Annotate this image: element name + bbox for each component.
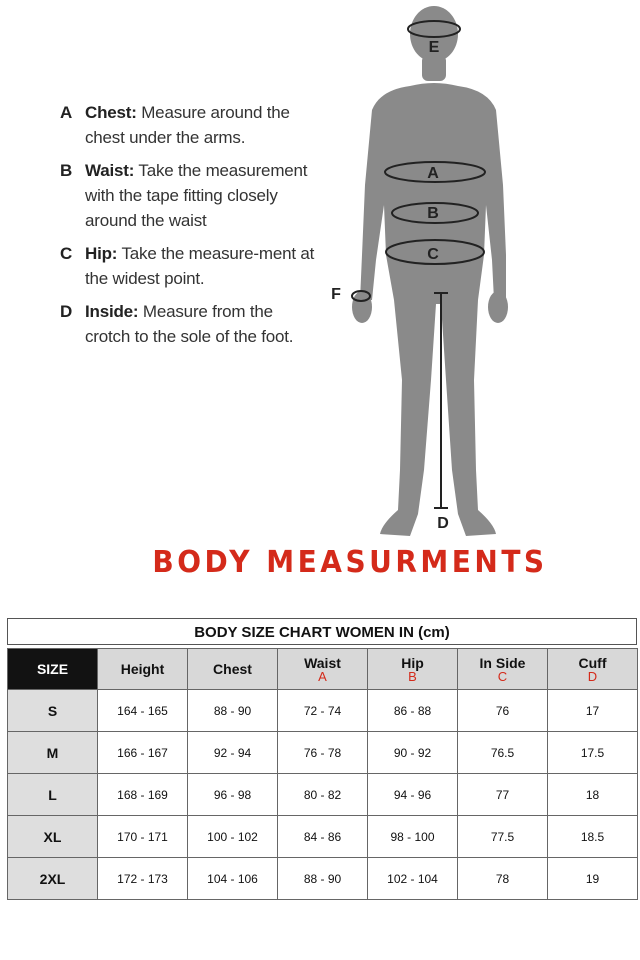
header-inside xyxy=(458,649,548,690)
header-label: Cuff xyxy=(578,654,607,671)
instruction-chest xyxy=(60,100,320,150)
table-cell: 164 - 165 xyxy=(98,690,188,732)
instruction-term: Hip: xyxy=(85,244,118,263)
header-waist xyxy=(278,649,368,690)
table-row xyxy=(8,690,638,732)
label-d: D xyxy=(437,515,449,532)
table-cell: 19 xyxy=(548,858,638,900)
size-chart xyxy=(7,618,637,900)
header-cuff xyxy=(548,649,638,690)
instruction-text: Measure from the crotch to the sole of the foot. xyxy=(85,302,294,346)
table-cell: 170 - 171 xyxy=(98,816,188,858)
table-header-row xyxy=(8,649,638,690)
table-cell: 78 xyxy=(458,858,548,900)
instruction-term: Chest: xyxy=(85,103,137,122)
size-cell: L xyxy=(8,774,98,816)
silhouette xyxy=(352,6,508,536)
table-cell: 88 - 90 xyxy=(278,858,368,900)
header-height xyxy=(98,649,188,690)
header-label: SIZE xyxy=(36,660,69,677)
table-cell: 17 xyxy=(548,690,638,732)
table-cell: 172 - 173 xyxy=(98,858,188,900)
table-cell: 18.5 xyxy=(548,816,638,858)
table-cell: 100 - 102 xyxy=(188,816,278,858)
table-cell: 166 - 167 xyxy=(98,732,188,774)
table-cell: 90 - 92 xyxy=(368,732,458,774)
instruction-letter: B xyxy=(60,161,73,180)
instruction-text: Take the measure-ment at the widest point. xyxy=(85,244,315,288)
table-cell: 18 xyxy=(548,774,638,816)
table-row xyxy=(8,774,638,816)
table-cell: 77 xyxy=(458,774,548,816)
instruction-body xyxy=(85,100,320,150)
instruction-term: Waist: xyxy=(85,161,135,180)
header-label: Hip xyxy=(401,654,424,671)
instruction-letter: A xyxy=(60,103,73,122)
table-cell: 84 - 86 xyxy=(278,816,368,858)
instruction-text: Measure around the chest under the arms. xyxy=(85,103,290,147)
label-f: F xyxy=(331,286,341,303)
header-chest xyxy=(188,649,278,690)
label-e: E xyxy=(428,39,440,56)
body-figure xyxy=(320,0,550,545)
header-label: Chest xyxy=(213,660,252,677)
instruction-body xyxy=(85,158,320,233)
instruction-body xyxy=(85,241,320,291)
table-cell: 88 - 90 xyxy=(188,690,278,732)
table-cell: 76 - 78 xyxy=(278,732,368,774)
instruction-term: Inside: xyxy=(85,302,139,321)
size-cell: XL xyxy=(8,816,98,858)
header-hip xyxy=(368,649,458,690)
table-cell: 94 - 96 xyxy=(368,774,458,816)
table-cell: 77.5 xyxy=(458,816,548,858)
instruction-hip xyxy=(60,241,320,291)
table-title: BODY SIZE CHART WOMEN IN (cm) xyxy=(7,618,637,645)
table-row xyxy=(8,816,638,858)
table-cell: 102 - 104 xyxy=(368,858,458,900)
header-size xyxy=(8,649,98,690)
size-cell: S xyxy=(8,690,98,732)
table-row xyxy=(8,858,638,900)
instruction-letter: C xyxy=(60,244,73,263)
table-cell: 86 - 88 xyxy=(368,690,458,732)
label-b: B xyxy=(427,205,439,222)
size-cell: M xyxy=(8,732,98,774)
instruction-letter: D xyxy=(60,302,73,321)
table-cell: 96 - 98 xyxy=(188,774,278,816)
header-letter: A xyxy=(318,668,327,684)
label-a: A xyxy=(427,165,439,182)
instruction-inside xyxy=(60,299,320,349)
table-cell: 72 - 74 xyxy=(278,690,368,732)
table-cell: 168 - 169 xyxy=(98,774,188,816)
header-letter: B xyxy=(408,668,417,684)
table-row xyxy=(8,732,638,774)
table-cell: 92 - 94 xyxy=(188,732,278,774)
table-cell: 104 - 106 xyxy=(188,858,278,900)
measurement-instructions xyxy=(60,100,320,357)
table-cell: 76.5 xyxy=(458,732,548,774)
header-label: Waist xyxy=(304,654,341,671)
instruction-waist xyxy=(60,158,320,233)
header-label: Height xyxy=(120,660,165,677)
instruction-body xyxy=(85,299,320,349)
label-c: C xyxy=(427,246,439,263)
header-letter: C xyxy=(497,668,508,684)
table-cell: 80 - 82 xyxy=(278,774,368,816)
table-cell: 98 - 100 xyxy=(368,816,458,858)
header-label: In Side xyxy=(479,654,526,671)
header-letter: D xyxy=(587,668,598,684)
page-heading: BODY MEASURMENTS xyxy=(152,543,548,580)
size-cell: 2XL xyxy=(8,858,98,900)
size-table xyxy=(7,648,638,900)
table-cell: 17.5 xyxy=(548,732,638,774)
body-silhouette-image xyxy=(320,0,550,545)
instruction-text: Take the measurement with the tape fitting closely around the waist xyxy=(85,161,308,230)
table-cell: 76 xyxy=(458,690,548,732)
